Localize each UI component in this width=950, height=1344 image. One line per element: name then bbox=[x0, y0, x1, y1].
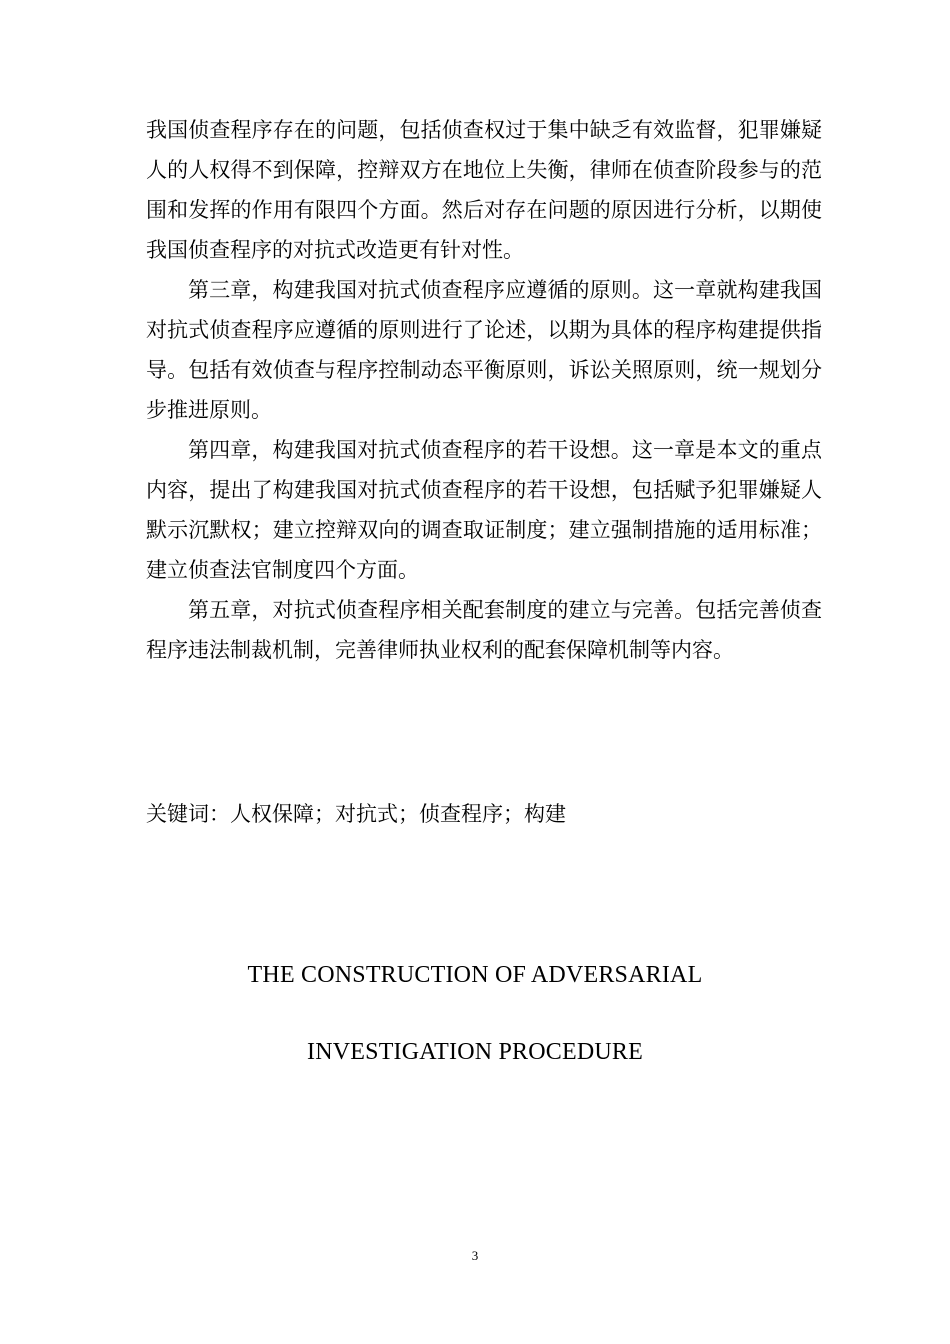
paragraph-chapter-four: 第四章，构建我国对抗式侦查程序的若干设想。这一章是本文的重点内容，提出了构建我国对抗式侦查程序的若干设想，包括赋予犯罪嫌疑人默示沉默权；建立控辩双向的调查取证制度；建立强制措施的适用标准；建立侦查法官制度四个方面。 bbox=[146, 438, 822, 582]
english-title-line-2: INVESTIGATION PROCEDURE bbox=[307, 1039, 643, 1065]
english-title-line-1: THE CONSTRUCTION OF ADVERSARIAL bbox=[247, 962, 703, 988]
page-number: 3 bbox=[471, 1248, 479, 1263]
keywords-line: 关键词：人权保障；对抗式；侦查程序；构建 bbox=[146, 802, 566, 826]
paragraph-chapter-five: 第五章，对抗式侦查程序相关配套制度的建立与完善。包括完善侦查程序违法制裁机制，完善律师执业权利的配套保障机制等内容。 bbox=[146, 598, 822, 662]
chinese-abstract-body bbox=[146, 110, 822, 670]
paragraph-continuation: 我国侦查程序存在的问题，包括侦查权过于集中缺乏有效监督，犯罪嫌疑人的人权得不到保障，控辩双方在地位上失衡，律师在侦查阶段参与的范围和发挥的作用有限四个方面。然后对存在问题的原因进行分析，以期使我国侦查程序的对抗式改造更有针对性。 bbox=[146, 118, 822, 262]
paragraph-chapter-three: 第三章，构建我国对抗式侦查程序应遵循的原则。这一章就构建我国对抗式侦查程序应遵循的原则进行了论述，以期为具体的程序构建提供指导。包括有效侦查与程序控制动态平衡原则，诉讼关照原则，统一规划分步推进原则。 bbox=[146, 278, 822, 422]
